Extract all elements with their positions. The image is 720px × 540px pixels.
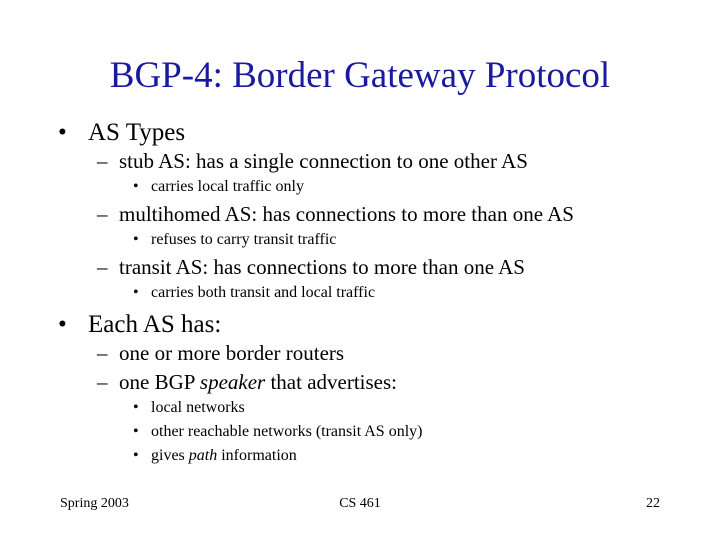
level2-item: multihomed AS: has connections to more than one AS	[119, 202, 574, 226]
text-segment: information	[217, 447, 297, 464]
level2-dash: –	[97, 202, 108, 226]
footer-date: Spring 2003	[60, 496, 129, 511]
emphasis-text: speaker	[199, 370, 266, 394]
text-segment: that advertises:	[265, 370, 398, 394]
level1-heading: Each AS has:	[88, 311, 222, 338]
level1-bullet: •	[58, 119, 67, 146]
level3-bullet: •	[133, 447, 139, 464]
level3-bullet: •	[133, 178, 139, 195]
emphasis-text: path	[188, 447, 218, 464]
level3-item	[151, 448, 297, 464]
level2-item: stub AS: has a single connection to one other AS	[119, 149, 528, 173]
level2-item: transit AS: has connections to more than one AS	[119, 255, 525, 279]
level2-item: one or more border routers	[119, 341, 345, 365]
level3-bullet: •	[133, 423, 139, 440]
level3-item: other reachable networks (transit AS only)	[151, 423, 423, 440]
text-segment: gives	[151, 447, 189, 464]
level2-dash: –	[97, 370, 108, 394]
level3-item: carries local traffic only	[151, 178, 304, 195]
footer-page-number: 22	[646, 496, 660, 511]
level2-dash: –	[97, 255, 108, 279]
slide-title: BGP-4: Border Gateway Protocol	[109, 55, 611, 96]
level3-bullet: •	[133, 284, 139, 301]
level2-dash: –	[97, 149, 108, 173]
level1-heading: AS Types	[88, 119, 186, 146]
text-segment: one BGP	[119, 370, 200, 394]
level2-item	[119, 372, 397, 393]
footer-course: CS 461	[339, 496, 381, 511]
level3-item: carries both transit and local traffic	[151, 284, 376, 301]
level3-item: local networks	[151, 399, 245, 416]
level3-bullet: •	[133, 231, 139, 248]
level2-dash: –	[97, 341, 108, 365]
level3-bullet: •	[133, 399, 139, 416]
level1-bullet: •	[58, 311, 67, 338]
level3-item: refuses to carry transit traffic	[151, 231, 337, 248]
